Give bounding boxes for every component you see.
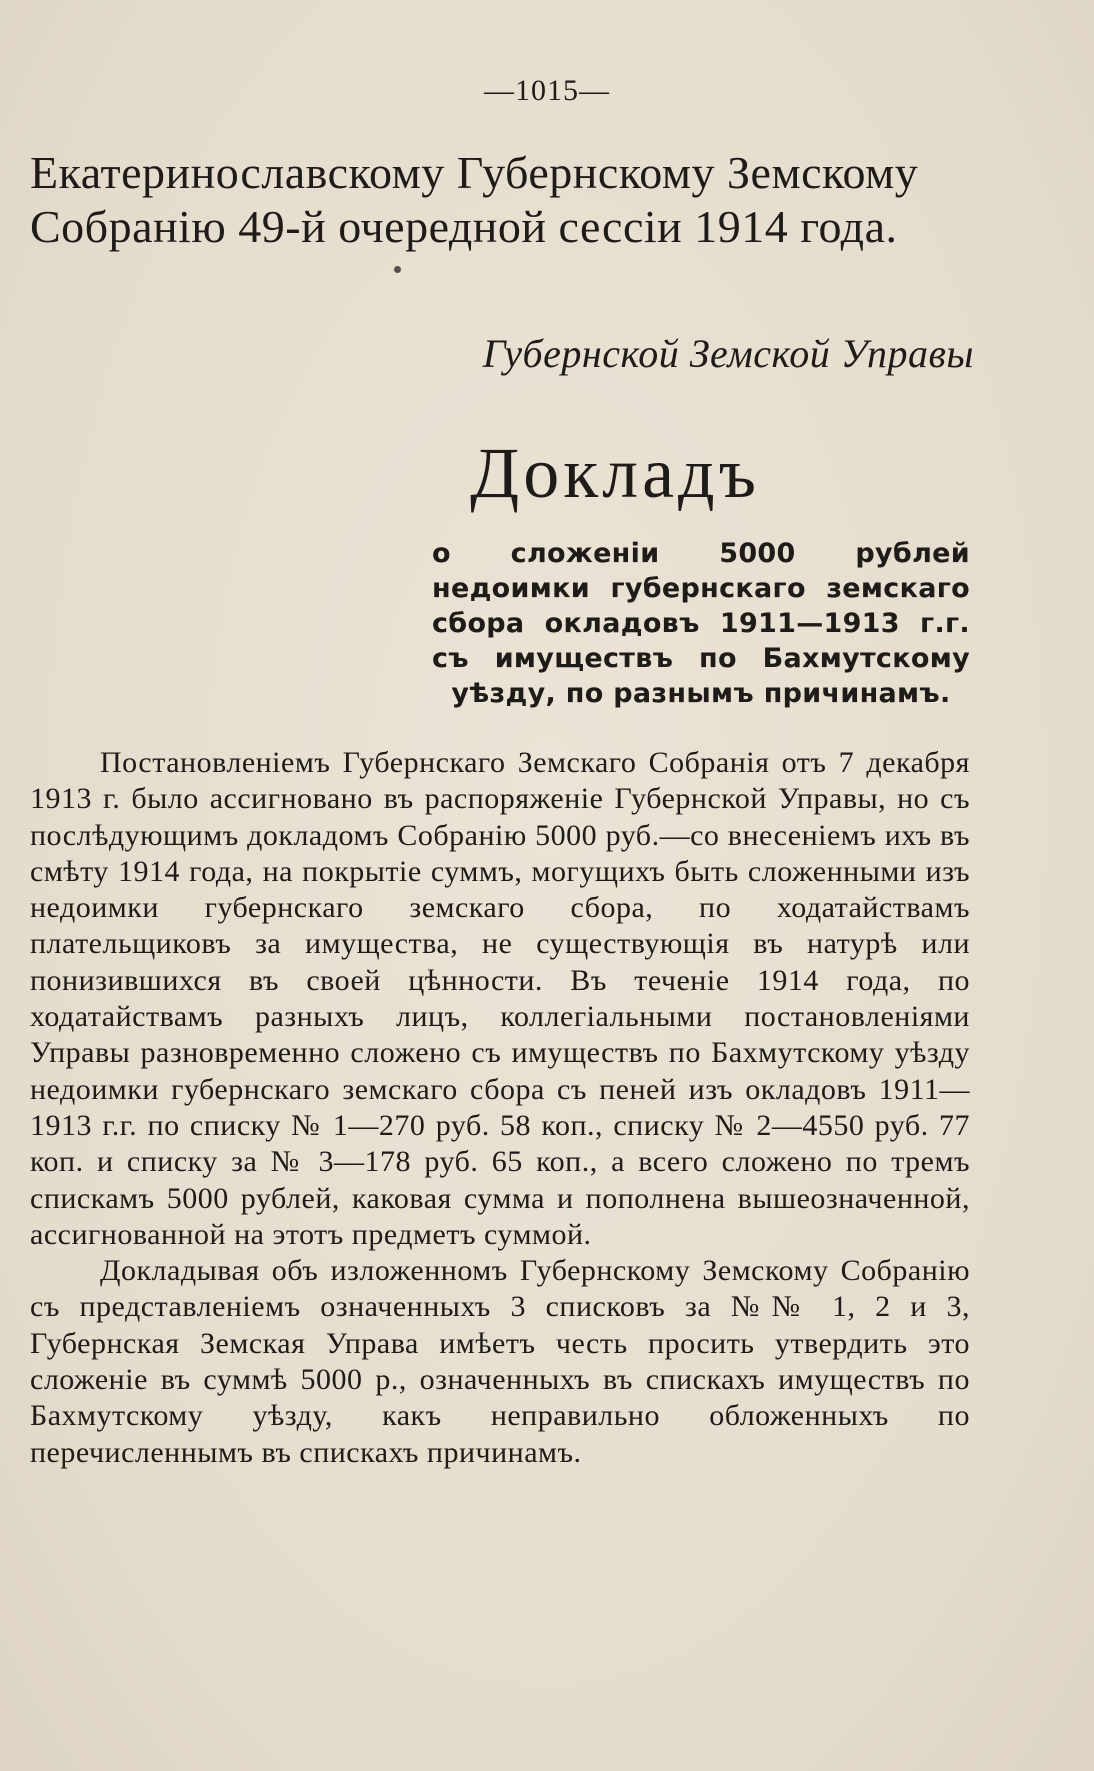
page-number: —1015— xyxy=(484,74,610,107)
report-subject: о сложеніи 5000 рублей недоимки губернскаго земскаго сбора окладовъ 1911—1913 г.г. съ имуществъ по Бахмутскому уѣзду, по разнымъ причинамъ. xyxy=(432,538,970,709)
addressee-heading xyxy=(30,146,970,254)
heading-line-2: Собранію 49-й очередной сессіи 1914 года. xyxy=(30,201,898,252)
authority-title: Губернской Земской Управы xyxy=(482,331,974,376)
document-type-title: Докладъ xyxy=(470,433,760,513)
heading-line-1: Екатеринославскому Губернскому Земскому xyxy=(30,147,919,198)
body-paragraph-1: Постановленіемъ Губернскаго Земскаго Собранія отъ 7 декабря 1913 г. было ассигновано въ распоряженіе Губернской Управы, но съ послѣдующимъ докладомъ Собранію 5000 руб.—со внесеніемъ ихъ въ смѣту 1914 года, на покрытіе суммъ, могущихъ быть сложенными изъ недоимки губернскаго земскаго сбора, по ходатайствамъ плательщиковъ за имущества, не существующія въ натурѣ или понизившихся въ своей цѣнности. Въ теченіе 1914 года, по ходатайствамъ разныхъ лицъ, коллегіальными постановленіями Управы разновременно сложено съ имуществъ по Бахмутскому уѣзду недоимки губернскаго земскаго сбора съ пеней изъ окладовъ 1911—1913 г.г. по списку № 1—270 руб. 58 коп., списку № 2—4550 руб. 77 коп. и списку за № 3—178 руб. 65 коп., а всего сложено по тремъ спискамъ 5000 рублей, каковая сумма и пополнена вышеозначенной, ассигнованной на этотъ предметъ суммой. xyxy=(30,746,970,1251)
body-paragraph-2: Докладывая объ изложенномъ Губернскому Земскому Собранію съ представленіемъ означенныхъ 3 списковъ за №№ 1, 2 и 3, Губернская Земская Управа имѣетъ честь просить утвердить это сложеніе въ суммѣ 5000 р., означенныхъ въ спискахъ имуществъ по Бахмутскому уѣзду, какъ неправильно обложенныхъ по перечисленнымъ въ спискахъ причинамъ. xyxy=(30,1254,970,1469)
print-dot xyxy=(394,266,401,273)
body-text xyxy=(30,745,970,1471)
